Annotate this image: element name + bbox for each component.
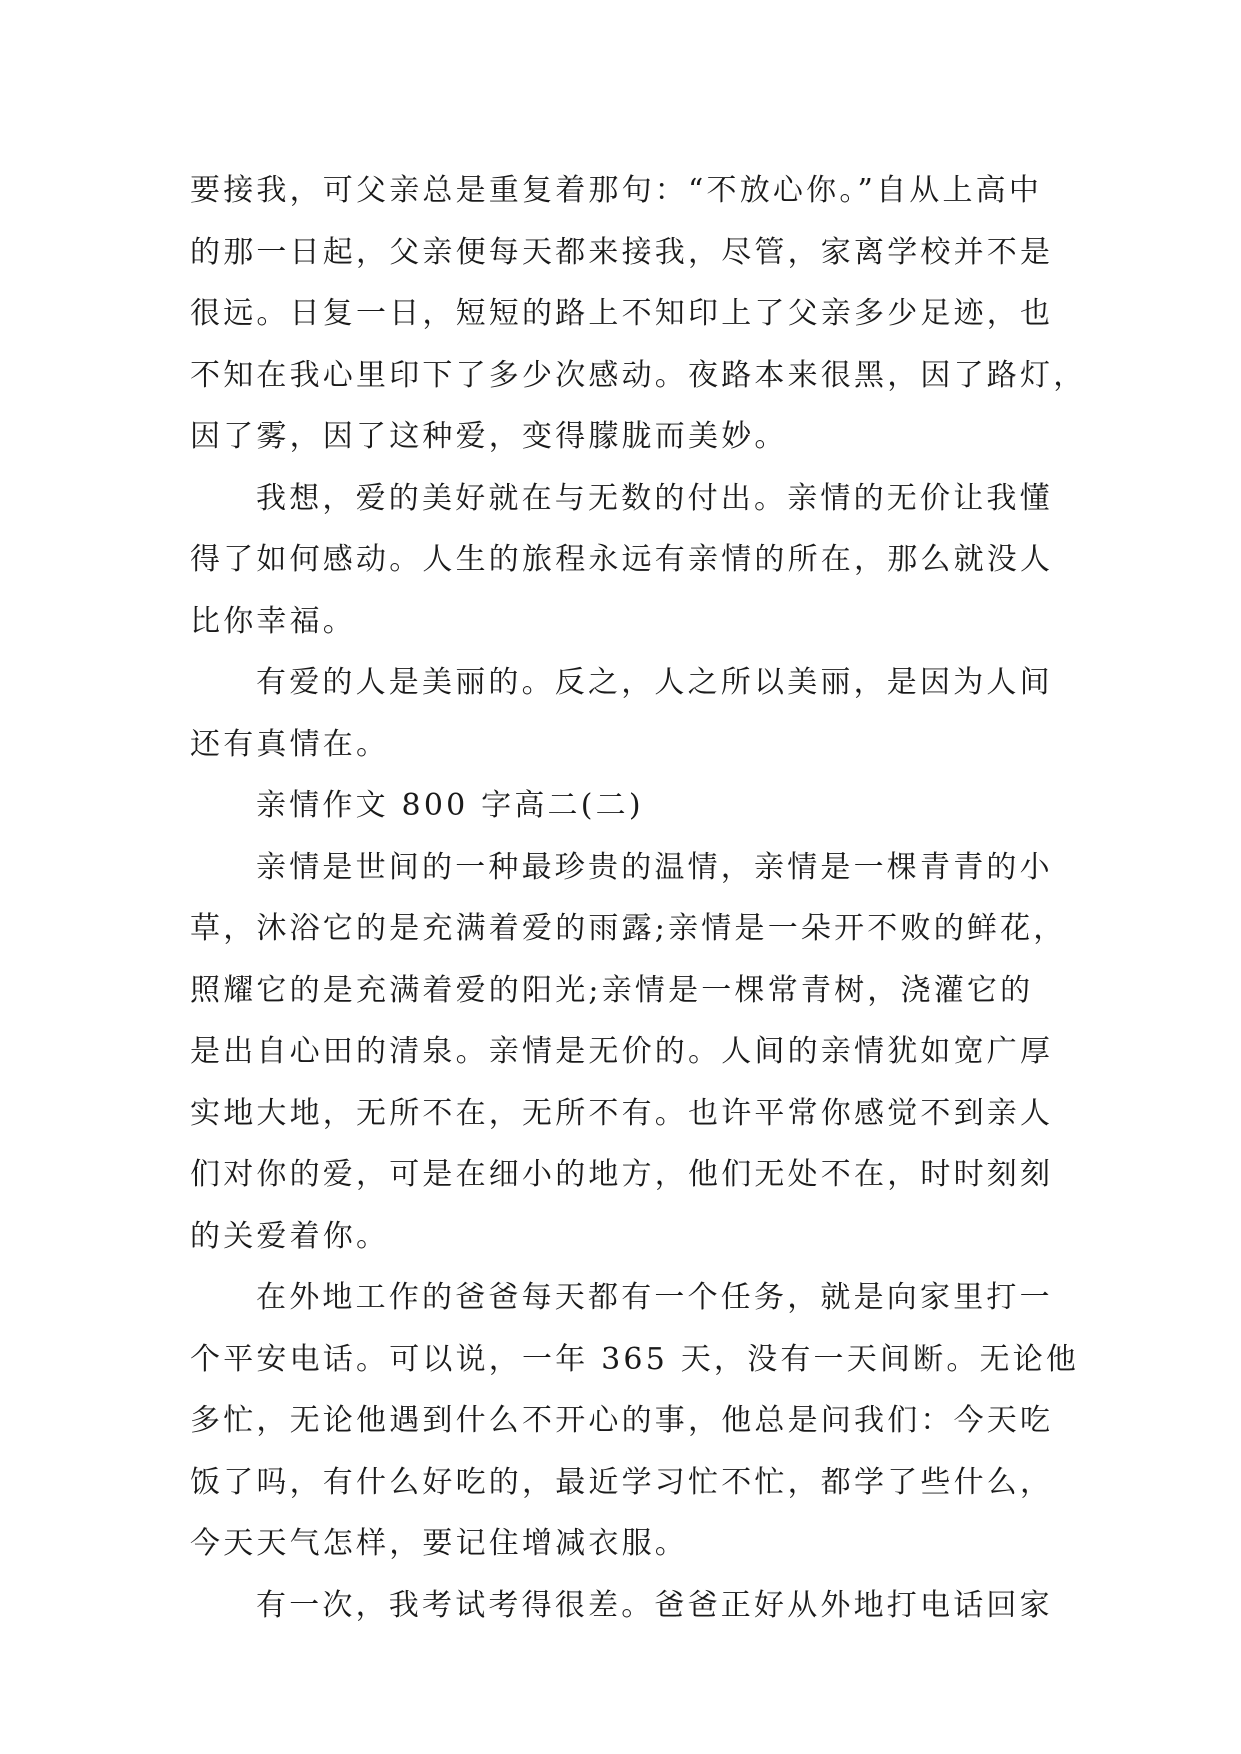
text-line: 很远。日复一日，短短的路上不知印上了父亲多少足迹，也 bbox=[190, 296, 1054, 331]
text-line: 还有真情在。 bbox=[190, 726, 390, 762]
text-line: 在外地工作的爸爸每天都有一个任务，就是向家里打一 bbox=[256, 1280, 1053, 1315]
text-line: 的关爱着你。 bbox=[190, 1218, 390, 1254]
text-line: 饭了吗，有什么好吃的，最近学习忙不忙，都学了些什么， bbox=[190, 1464, 1054, 1500]
text-line: 亲情作文 800 字高二(二) bbox=[256, 788, 644, 823]
text-line: 实地大地，无所不在，无所不有。也许平常你感觉不到亲人 bbox=[190, 1095, 1054, 1131]
text-line: 的那一日起，父亲便每天都来接我，尽管，家离学校并不是 bbox=[190, 234, 1054, 270]
text-line: 有爱的人是美丽的。反之，人之所以美丽，是因为人间 bbox=[256, 665, 1053, 700]
text-line: 今天天气怎样，要记住增减衣服。 bbox=[190, 1526, 688, 1561]
text-line: 有一次，我考试考得很差。爸爸正好从外地打电话回家 bbox=[256, 1587, 1053, 1623]
text-line: 是出自心田的清泉。亲情是无价的。人间的亲情犹如宽广厚 bbox=[190, 1034, 1054, 1069]
text-line: 要接我，可父亲总是重复着那句：“不放心你。”自从上高中 bbox=[190, 173, 1043, 208]
text-line: 比你幸福。 bbox=[190, 603, 356, 639]
text-line: 个平安电话。可以说，一年 365 天，没有一天间断。无论他 bbox=[190, 1341, 1080, 1377]
text-line: 多忙，无论他遇到什么不开心的事，他总是问我们：今天吃 bbox=[190, 1403, 1054, 1438]
text-line: 我想，爱的美好就在与无数的付出。亲情的无价让我懂 bbox=[256, 480, 1053, 516]
text-line: 因了雾，因了这种爱，变得朦胧而美妙。 bbox=[190, 419, 788, 454]
text-line: 们对你的爱，可是在细小的地方，他们无处不在，时时刻刻 bbox=[190, 1157, 1054, 1192]
text-line: 不知在我心里印下了多少次感动。夜路本来很黑，因了路灯， bbox=[190, 357, 1087, 393]
text-line: 亲情是世间的一种最珍贵的温情，亲情是一棵青青的小 bbox=[256, 849, 1053, 885]
text-line: 照耀它的是充满着爱的阳光;亲情是一棵常青树，浇灌它的 bbox=[190, 972, 1034, 1008]
text-line: 得了如何感动。人生的旅程永远有亲情的所在，那么就没人 bbox=[190, 542, 1054, 577]
text-line: 草，沐浴它的是充满着爱的雨露;亲情是一朵开不败的鲜花， bbox=[190, 911, 1067, 946]
document-body bbox=[190, 160, 1087, 1636]
